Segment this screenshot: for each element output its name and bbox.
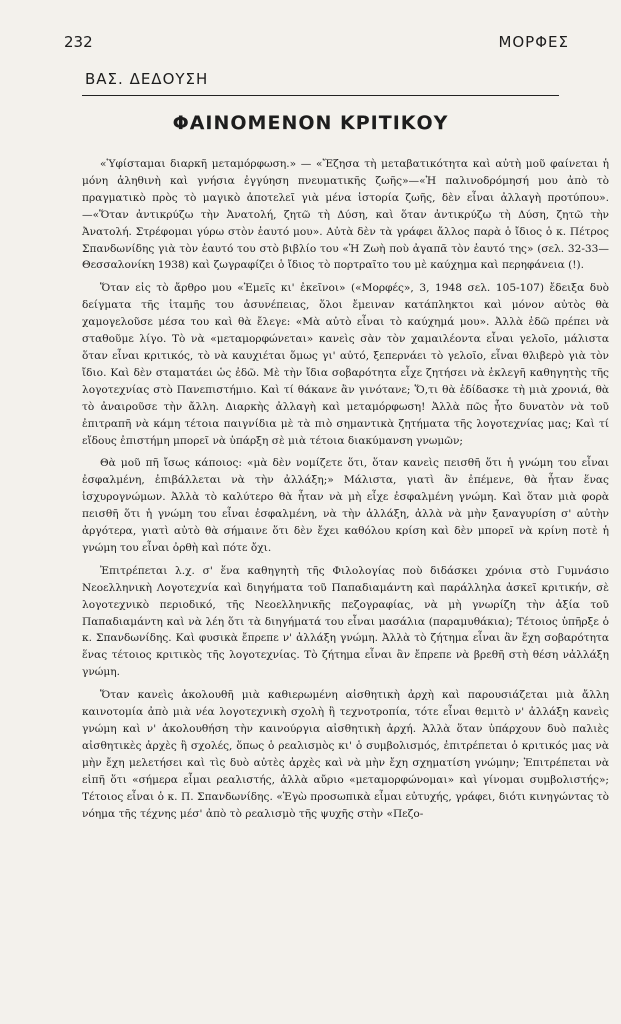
paragraph: Ὅταν κανεὶς ἀκολουθῆ μιὰ καθιερωμένη αἰσθητικὴ ἀρχὴ καὶ παρουσιάζεται μιὰ ἄλλη καινοτομία ἀπὸ μιὰ νέα λογοτεχνικὴ σχολὴ ἢ τεχνοτροπία, τότε εἶναι θεμιτὸ ν' ἀλλάξη κανεὶς γνώμη καὶ ν' ἀκολουθήση τὴν καινούργια αἰσθητικὴ ἀρχή. Ἀλλὰ ὅταν ὑπάρχουν δυὸ παλιὲς αἰσθητικὲς ἀρχὲς ἢ σχολές, ὅπως ὁ ρεαλισμὸς κι' ὁ συμβολισμός, ἐπιτρέπεται ὁ κριτικός μας νὰ μὴν ἔχη μελετήσει καὶ τὶς δυὸ αὐτὲς ἀρχὲς καὶ νὰ μὴν ἔχη σχηματίση γνώμην; Ἐπιτρέπεται νὰ εἰπῆ ὅτι «σήμερα εἶμαι ρεαλιστής, ἀλλὰ αὔριο «μεταμορφώνομαι» καὶ γίνομαι συμβολιστής»; Τέτοιος εἶναι ὁ κ. Π. Σπανδωνίδης. «Ἐγὼ προσωπικὰ εἶμαι εὐτυχής, γράφει, διότι κινηγώντας τὸ νόημα τῆς τέχνης μέσ' ἀπὸ τὸ ρεαλισμὸ τῆς ψυχῆς στὴν «Πεζο- (82, 689, 609, 820)
paragraph: Ἐπιτρέπεται λ.χ. σ' ἕνα καθηγητὴ τῆς Φιλολογίας ποὺ διδάσκει χρόνια στὸ Γυμνάσιο Νεοελληνικὴ Λογοτεχνία καὶ διηγήματα τοῦ Παπαδιαμάντη καὶ παράλληλα ἀσκεῖ κριτικήν, σὲ λογοτεχνικὸ περιοδικό, τῆς Νεοελληνικῆς πεζογραφίας, νὰ μὴ γνωρίζη τὴν ἀξία τοῦ Παπαδιαμάντη καὶ νὰ λέη ὅτι τὰ διηγήματά του εἶναι μασάλια (παραμυθάκια); Τέτοιος ὑπῆρξε ὁ κ. Σπανδωνίδης. Καὶ φυσικὰ ἔπρεπε ν' ἀλλάξη γνώμη. Ἀλλὰ τὸ ζήτημα εἶναι ἂν ἔχη σοβαρότητα ἕνας τέτοιος κριτικὸς τῆς λογοτεχνίας. Τὸ ζήτημα εἶναι ἂν ἔπρεπε νὰ βρεθῆ στὴ θέση νἀλλάξη γνώμη. (82, 564, 609, 679)
paragraph: Ὅταν εἰς τὸ ἄρθρο μου «Ἐμεῖς κι' ἐκεῖνοι» («Μορφές», 3, 1948 σελ. 105-107) ἔδειξα δυὸ δείγματα τῆς ἰταμῆς του ἀσυνέπειας, ὅλοι ἔμειναν κατάπληκτοι καὶ μόνον αὐτὸς θὰ χαμογελοῦσε μέσα του καὶ θὰ ἔλεγε: «Μὰ αὐτὸ εἶναι τὸ καύχημά μου». Ἀλλὰ ἐδῶ πρέπει νὰ σταθοῦμε λίγο. Τὸ νὰ «μεταμορφώνεται» κανεὶς σὰν τὸν χαμαιλέοντα εἶναι γελοῖο, μάλιστα ὅταν εἶναι κριτικός, τὸ νὰ καυχιέται ὅμως γι' αὐτό, ξεπερνάει τὸ γελοῖο, εἶναι θλιβερὸ γιὰ τὸν ἴδιο. Καὶ δὲν σταματάει ὡς ἐδῶ. Μὲ τὴν ἴδια σοβαρότητα εἶχε ζητήσει νὰ ἐκλεγῆ καθηγητὴς τῆς λογοτεχνίας στὸ Πανεπιστήμιο. Καὶ τί θάκανε ἂν γινότανε; Ὅ,τι θὰ ἐδίδασκε τὴ μιὰ χρονιά, θὰ τὸ ἀναιροῦσε τὴν ἄλλη. Διαρκὴς ἀλλαγὴ καὶ μεταμόρφωση! Ἀλλὰ πῶς ἦτο δυνατὸν νὰ τοῦ ἐπιτραπῆ νὰ κάμη τέτοια παιγνίδια μὲ τὰ πιὸ σημαντικὰ ζητήματα τῆς λογοτεχνίας μας; Καὶ τί εἴδους ἐπιστήμη μπορεῖ νὰ ὑπάρξη σὲ μιὰ τέτοια διακύμανση γνωμῶν; (82, 282, 609, 447)
author-name: ΒΑΣ. ΔΕΔΟΥΣΗ (85, 70, 209, 88)
article-title: ΦΑΙΝΟΜΕΝΟΝ ΚΡΙΤΙΚΟΥ (172, 112, 449, 134)
page-number: 232 (64, 33, 93, 51)
magazine-name: ΜΟΡΦΕΣ (498, 33, 569, 51)
paragraph: Θὰ μοῦ πῆ ἴσως κάποιος: «μὰ δὲν νομίζετε ὅτι, ὅταν κανεὶς πεισθῆ ὅτι ἡ γνώμη του εἶναι ἐσφαλμένη, ἐπιβάλλεται νὰ τὴν ἀλλάξη;» Μάλιστα, γιατὶ ἂν ἐπέμενε, θὰ ἦταν ἕνας ἰσχυρογνώμων. Ἀλλὰ τὸ καλύτερο θὰ ἦταν νὰ μὴ εἶχε ἐσφαλμένη γνώμη. Καὶ ὅταν μιὰ φορὰ πεισθῆ ὅτι ἡ γνώμη του εἶναι ἐσφαλμένη, νὰ τὴν ἀλλάξη, ἀλλὰ νὰ μὴν ξαναγυρίση σ' αὐτὴν ἀργότερα, γιατὶ αὐτὸ θὰ σήμαινε ὅτι δὲν ἔχει καθόλου κρίση καὶ δὲν μπορεῖ νὰ κρίνη ποτὲ ἡ γνώμη του εἶναι ὀρθὴ καὶ πότε ὄχι. (82, 457, 609, 554)
header-rule (82, 95, 559, 96)
paragraph: «Ὑφίσταμαι διαρκῆ μεταμόρφωση.» — «Ἔζησα τὴ μεταβατικότητα καὶ αὐτὴ μοῦ φαίνεται ἡ μόνη ἀληθινὴ καὶ γνήσια ἐγγύηση πνευματικῆς ζωῆς»—«Ἡ παλινοδρόμησή μου ἀπὸ τὸ πραγματικὸ πρὸς τὸ μαγικὸ ἀποτελεῖ γιὰ μένα ἱστορία ζωῆς, δὲν εἶναι ἀλλαγὴ προτύπου».—«Ὅταν ἀντικρύζω τὴν Ἀνατολή, ζητῶ τὴ Δύση, καὶ ὅταν ἀντικρύζω τὴ Δύση, ζητῶ τὴν Ἀνατολή. Στρέφομαι γύρω στὸν ἑαυτό μου». Αὐτὰ δὲν τὰ γράφει ἄλλος παρὰ ὁ ἴδιος ὁ κ. Πέτρος Σπανδωνίδης γιὰ τὸν ἑαυτό του στὸ βιβλίο του «Ἡ Ζωὴ ποὺ ἀγαπᾶ τὸν ἑαυτό της» (σελ. 32-33—Θεσσαλονίκη 1938) καὶ ζωγραφίζει ὁ ἴδιος τὸ πορτραῖτο του μὲ καύχημα καὶ περηφάνεια (!). (82, 158, 609, 272)
article-body (82, 156, 609, 828)
